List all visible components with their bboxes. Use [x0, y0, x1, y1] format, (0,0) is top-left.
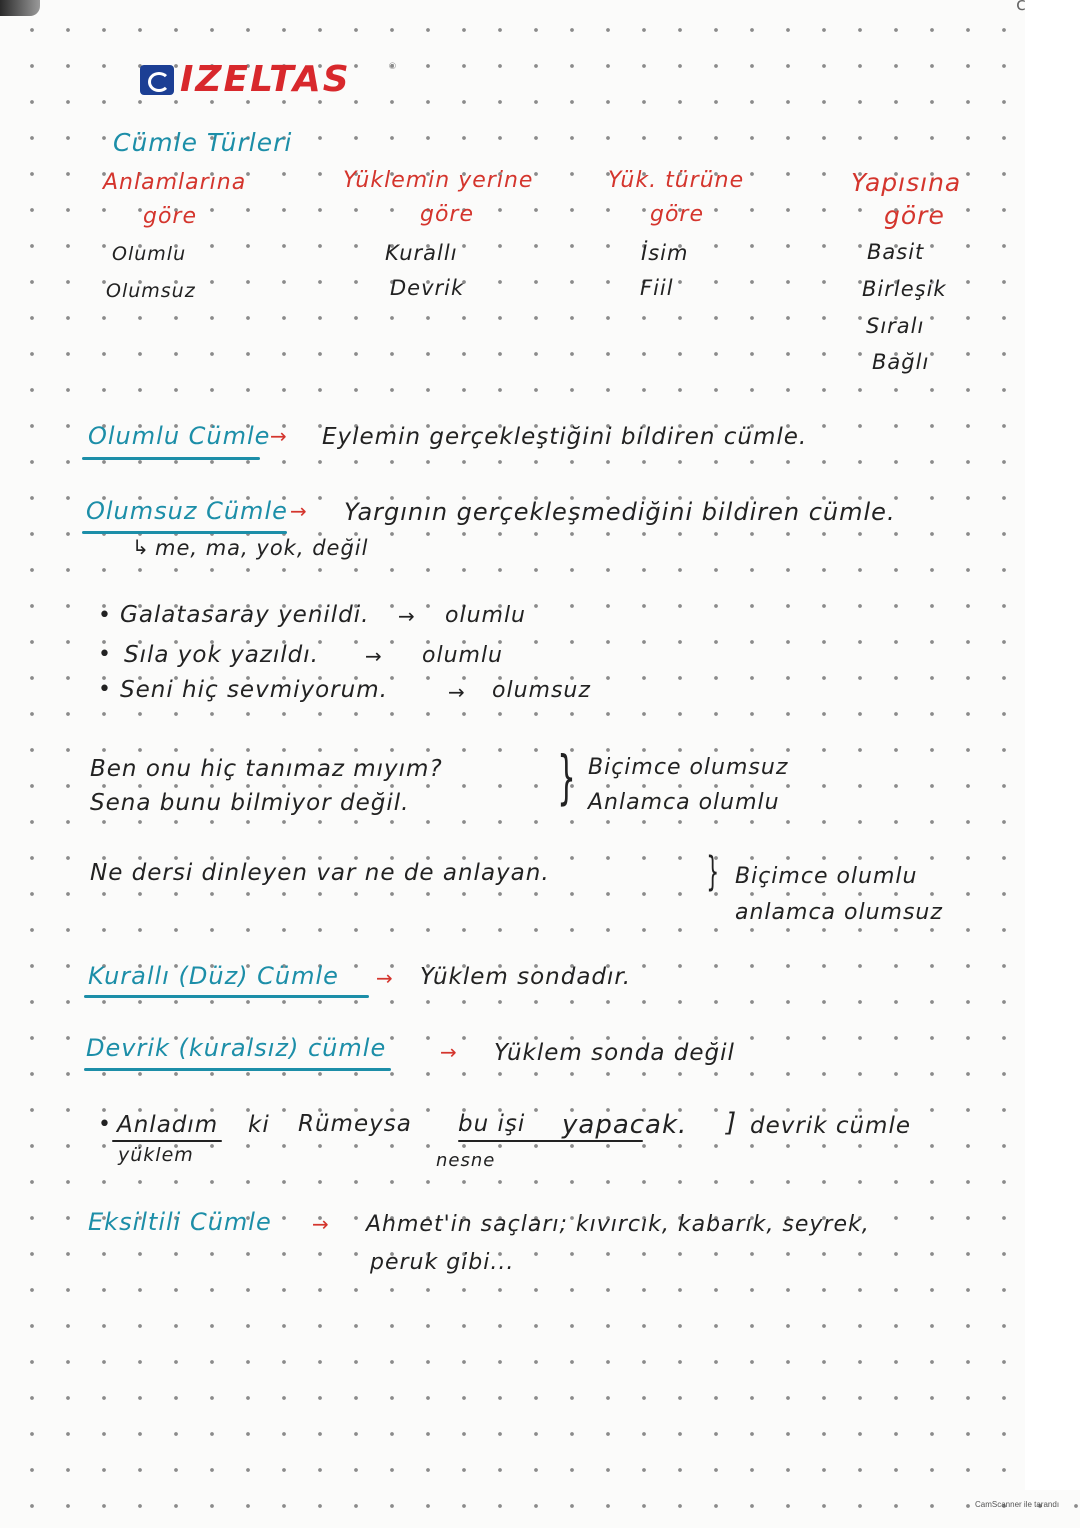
example2-note2: anlamca olumsuz: [735, 900, 943, 925]
arrow-kuralli: →: [376, 966, 394, 990]
underline-devrik: [84, 1068, 391, 1071]
col2-item-2: Devrik: [390, 276, 465, 300]
bullet-arrow-1: →: [398, 604, 416, 628]
izeltas-logo-icon: [140, 65, 174, 95]
bullet-dot: •: [98, 1112, 112, 1137]
col3-heading-line1: Yük. türüne: [608, 168, 745, 193]
devrik-word-yapacak: yapacak.: [562, 1110, 688, 1140]
term-olumsuz: Olumsuz Cümle: [86, 497, 288, 525]
col2-heading-line1: Yüklemin yerine: [343, 168, 534, 193]
term-eksiltili: Eksiltili Cümle: [88, 1208, 272, 1236]
bullet-result-3: olumsuz: [492, 678, 591, 703]
underline-nesne: [458, 1140, 643, 1142]
col1-heading-line2: göre: [143, 204, 198, 229]
term-devrik: Devrik (kuralsız) cümle: [86, 1034, 387, 1062]
devrik-note: devrik cümle: [750, 1113, 912, 1139]
example2-line: Ne dersi dinleyen var ne de anlayan.: [90, 860, 550, 886]
col4-item-1: Basit: [867, 240, 925, 264]
label-nesne: nesne: [436, 1150, 496, 1171]
col3-item-2: Fiil: [640, 276, 674, 300]
devrik-word-anladim: Anladım: [117, 1112, 219, 1138]
arrow-eksiltili: →: [312, 1212, 330, 1236]
col4-item-2: Birleşik: [862, 277, 947, 301]
underline-kuralli: [84, 995, 369, 998]
col3-heading-line2: göre: [650, 202, 705, 227]
brace-2: }: [706, 849, 720, 895]
devrik-word-ki: ki: [248, 1112, 270, 1138]
bullet-result-2: olumlu: [422, 643, 504, 668]
col4-heading-line2: göre: [884, 201, 945, 230]
bullet-dot: •: [98, 642, 112, 667]
def-devrik: Yüklem sonda değil: [494, 1040, 735, 1066]
underline-olumlu: [82, 457, 260, 460]
underline-olumsuz: [82, 531, 287, 534]
devrik-word-rumeysa: Rümeysa: [298, 1111, 412, 1137]
col4-heading-line1: Yapısına: [851, 168, 962, 197]
col4-item-4: Bağlı: [872, 350, 930, 374]
col3-item-1: İsim: [641, 241, 689, 265]
scanner-watermark: CamScanner ile tarandı: [975, 1500, 1060, 1509]
page-title: Cümle Türleri: [113, 128, 293, 157]
bullet-sentence-3: Seni hiç sevmiyorum.: [120, 677, 388, 703]
izeltas-logo: [140, 59, 351, 100]
def-eksiltili-line2: peruk gibi...: [370, 1250, 515, 1275]
col2-heading-line2: göre: [420, 202, 475, 227]
col1-heading-line1: Anlamlarına: [103, 170, 247, 195]
def-kuralli: Yüklem sondadır.: [420, 964, 632, 990]
bullet-result-1: olumlu: [445, 603, 527, 628]
col1-item-1: Olumlu: [112, 243, 187, 265]
col1-item-2: Olumsuz: [106, 280, 196, 302]
olumsuz-suffixes: me, ma, yok, değil: [155, 536, 369, 560]
bullet-arrow-3: →: [448, 680, 466, 704]
def-olumsuz: Yargının gerçekleşmediğini bildiren cümle.: [344, 498, 896, 526]
example1-line2: Sena bunu bilmiyor değil.: [90, 790, 410, 816]
arrow-olumlu: →: [270, 424, 288, 448]
bracket-devrik: ]: [726, 1108, 738, 1138]
registered-mark: ®: [388, 62, 397, 72]
example2-note1: Biçimce olumlu: [735, 864, 918, 889]
olumsuz-arrow-sub: ↳: [132, 535, 150, 559]
logo-text: IZELTAS: [180, 59, 351, 100]
bullet-sentence-2: Sıla yok yazıldı.: [124, 642, 319, 668]
col2-item-1: Kurallı: [385, 241, 458, 265]
bullet-arrow-2: →: [365, 644, 383, 668]
example1-note1: Biçimce olumsuz: [588, 755, 789, 780]
bullet-dot: •: [98, 677, 112, 702]
term-olumlu: Olumlu Cümle: [88, 422, 271, 450]
def-olumlu: Eylemin gerçekleştiğini bildiren cümle.: [322, 424, 808, 450]
example1-note2: Anlamca olumlu: [588, 790, 780, 815]
brace-1: }: [557, 743, 576, 811]
underline-yuklem: [112, 1140, 222, 1142]
def-eksiltili-line1: Ahmet'in saçları; kıvırcık, kabarık, seyrek,: [366, 1212, 870, 1237]
devrik-word-bu-isi: bu işi: [458, 1111, 526, 1137]
bullet-sentence-1: Galatasaray yenildi.: [120, 602, 370, 628]
term-kuralli: Kurallı (Düz) Cümle: [88, 962, 339, 990]
arrow-devrik: →: [440, 1040, 458, 1064]
col4-item-3: Sıralı: [866, 314, 925, 338]
binding-corner: [0, 0, 40, 16]
label-yuklem: yüklem: [118, 1144, 194, 1166]
example1-line1: Ben onu hiç tanımaz mıyım?: [90, 756, 443, 782]
page-edge: [1025, 0, 1080, 1490]
corner-mark: c: [1016, 0, 1026, 15]
arrow-olumsuz: →: [290, 499, 308, 523]
bullet-dot: •: [98, 603, 112, 628]
